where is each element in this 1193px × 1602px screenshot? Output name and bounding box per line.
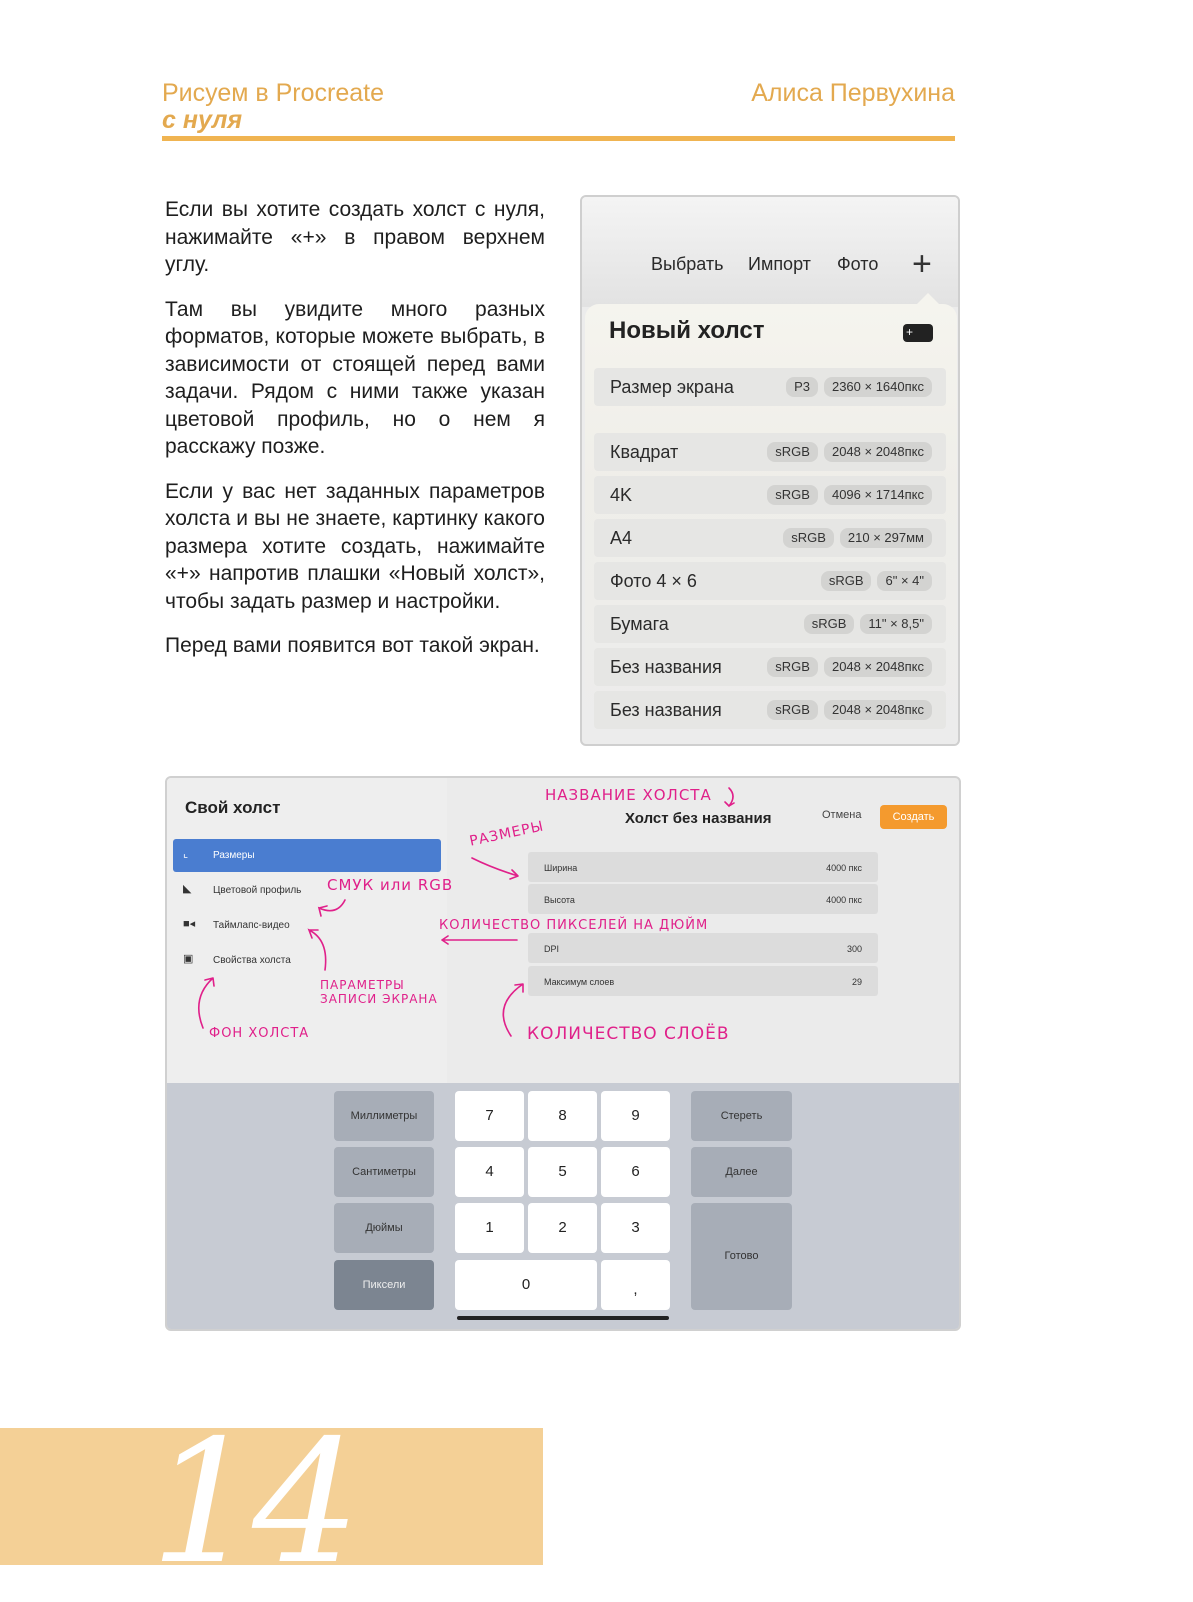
key-4[interactable]: 4: [455, 1147, 524, 1197]
annotation-canvas-background: ФОН ХОЛСТА: [209, 1026, 310, 1041]
key-6[interactable]: 6: [601, 1147, 670, 1197]
preset-name: Без названия: [610, 657, 722, 677]
color-profile-badge: sRGB: [767, 442, 818, 462]
arrow: [319, 900, 345, 916]
arrow: [309, 930, 326, 970]
book-title-line2: с нуля: [162, 106, 243, 134]
arrow: [472, 858, 518, 879]
field-label: DPI: [544, 944, 560, 954]
canvas-title[interactable]: Холст без названия: [625, 810, 772, 827]
annotation-cmyk-rgb: СМУК или RGB: [327, 876, 454, 894]
size-badge: 210 × 297мм: [840, 528, 932, 548]
sidebar-item-label: Размеры: [213, 850, 255, 861]
sidebar-item-label: Цветовой профиль: [213, 885, 302, 896]
body-text: [165, 196, 545, 677]
field-label: Высота: [544, 895, 575, 905]
sidebar-item-label: Таймлапс-видео: [213, 920, 290, 931]
color-profile-badge: sRGB: [804, 614, 855, 634]
key-8[interactable]: 8: [528, 1091, 597, 1141]
done-button[interactable]: Готово: [691, 1203, 792, 1310]
gallery-toolbar: [582, 197, 958, 307]
unit-centimeters-button[interactable]: Сантиметры: [334, 1147, 434, 1197]
key-1[interactable]: 1: [455, 1203, 524, 1253]
gallery-screenshot: [580, 195, 960, 746]
header-divider: [162, 136, 955, 141]
field-value: 300: [846, 944, 862, 954]
annotation-line: ПАРАМЕТРЫ: [320, 978, 405, 992]
numeric-keypad: [167, 1083, 959, 1329]
preset-name: Размер экрана: [610, 377, 734, 397]
size-badge: 6" × 4": [877, 571, 932, 591]
field-value: 4000 пкс: [826, 895, 862, 905]
annotation-layer-count: КОЛИЧЕСТВО СЛОЁВ: [527, 1024, 730, 1044]
key-3[interactable]: 3: [601, 1203, 670, 1253]
custom-canvas-screenshot: [165, 776, 961, 1331]
import-button[interactable]: Импорт: [748, 254, 811, 274]
key-9[interactable]: 9: [601, 1091, 670, 1141]
field-label: Максимум слоев: [544, 977, 615, 987]
size-badge: 2048 × 2048пкс: [824, 700, 932, 720]
canvas-preset-row[interactable]: [594, 519, 946, 557]
size-badge: 2048 × 2048пкс: [824, 657, 932, 677]
arrow: [199, 978, 214, 1028]
canvas-preset-row[interactable]: [594, 433, 946, 471]
annotation-sizes: РАЗМЕРЫ: [468, 818, 546, 850]
create-button[interactable]: Создать: [880, 805, 947, 829]
size-badge: 2048 × 2048пкс: [824, 442, 932, 462]
key-5[interactable]: 5: [528, 1147, 597, 1197]
unit-inches-button[interactable]: Дюймы: [334, 1203, 434, 1253]
preset-name: Квадрат: [610, 442, 679, 462]
annotation-canvas-name: НАЗВАНИЕ ХОЛСТА: [545, 786, 712, 804]
dimensions-icon: ⌞: [183, 848, 189, 860]
key-2[interactable]: 2: [528, 1203, 597, 1253]
arrow: [442, 936, 517, 944]
page-number: 14: [150, 1404, 355, 1602]
sidebar-title: Свой холст: [185, 798, 281, 817]
arrow: [725, 788, 734, 806]
key-7[interactable]: 7: [455, 1091, 524, 1141]
next-button[interactable]: Далее: [691, 1147, 792, 1197]
unit-millimeters-button[interactable]: Миллиметры: [334, 1091, 434, 1141]
arrow: [503, 984, 523, 1036]
color-profile-badge: sRGB: [821, 571, 872, 591]
field-value: 29: [851, 977, 862, 987]
canvas-preset-row[interactable]: [594, 476, 946, 514]
field-label: Ширина: [544, 863, 578, 873]
plus-icon[interactable]: +: [912, 245, 932, 283]
select-button[interactable]: Выбрать: [651, 254, 724, 274]
book-title-line1: Рисуем в Procreate: [162, 79, 385, 107]
video-camera-icon: ■◂: [183, 918, 196, 930]
annotation-line: ЗАПИСИ ЭКРАНА: [320, 992, 438, 1006]
size-badge: 11" × 8,5": [860, 614, 932, 634]
annotation-pixels-per-inch: КОЛИЧЕСТВО ПИКСЕЛЕЙ НА ДЮЙМ: [439, 918, 709, 933]
canvas-preset-row[interactable]: [594, 648, 946, 686]
paragraph: Перед вами появится вот такой экран.: [165, 634, 540, 657]
key-comma[interactable]: ,: [601, 1260, 670, 1310]
size-badge: 4096 × 1714пкс: [824, 485, 932, 505]
cancel-button[interactable]: Отмена: [822, 809, 862, 821]
annotation-arrows: [167, 778, 959, 1083]
field-value: 4000 пкс: [826, 863, 862, 873]
preset-name: A4: [610, 528, 633, 548]
author-name: Алиса Первухина: [751, 79, 955, 107]
preset-name: Бумага: [610, 614, 669, 634]
paragraph: Если у вас нет заданных параметров холста и вы не знаете, картинку какого размера хотите создать, нажимайте «+» напротив плашки «Новый холст», чтобы задать размер и настройки.: [165, 479, 545, 613]
photo-button[interactable]: Фото: [837, 254, 879, 274]
color-profile-badge: P3: [786, 377, 818, 397]
canvas-preset-row[interactable]: [594, 605, 946, 643]
color-profile-icon: ◣: [183, 883, 192, 895]
new-canvas-icon[interactable]: +: [903, 324, 933, 342]
color-profile-badge: sRGB: [783, 528, 834, 548]
home-indicator: [457, 1316, 669, 1320]
preset-name: Без названия: [610, 700, 722, 720]
canvas-preset-row[interactable]: [594, 562, 946, 600]
canvas-properties-icon: ▣: [183, 953, 194, 965]
color-profile-badge: sRGB: [767, 485, 818, 505]
popup-title: Новый холст: [609, 317, 765, 344]
preset-name: 4K: [610, 485, 633, 505]
canvas-preset-row[interactable]: [594, 691, 946, 729]
sidebar-item-label: Свойства холста: [213, 955, 291, 966]
book-title: [162, 80, 384, 134]
key-0[interactable]: 0: [455, 1260, 597, 1310]
paragraph: Там вы увидите много разных форматов, которые можете выбрать, в зависимости от стоящей перед вами задачи. Рядом с ними также указан цветовой профиль, но о нем я расскажу позже.: [165, 297, 545, 458]
preset-name: Фото 4 × 6: [610, 571, 697, 591]
erase-button[interactable]: Стереть: [691, 1091, 792, 1141]
unit-pixels-button[interactable]: Пиксели: [334, 1260, 434, 1310]
size-badge: 2360 × 1640пкс: [824, 377, 932, 397]
paragraph: Если вы хотите создать холст с нуля, нажимайте «+» в правом верхнем углу.: [165, 198, 545, 276]
color-profile-badge: sRGB: [767, 657, 818, 677]
canvas-preset-row[interactable]: [594, 368, 946, 406]
color-profile-badge: sRGB: [767, 700, 818, 720]
